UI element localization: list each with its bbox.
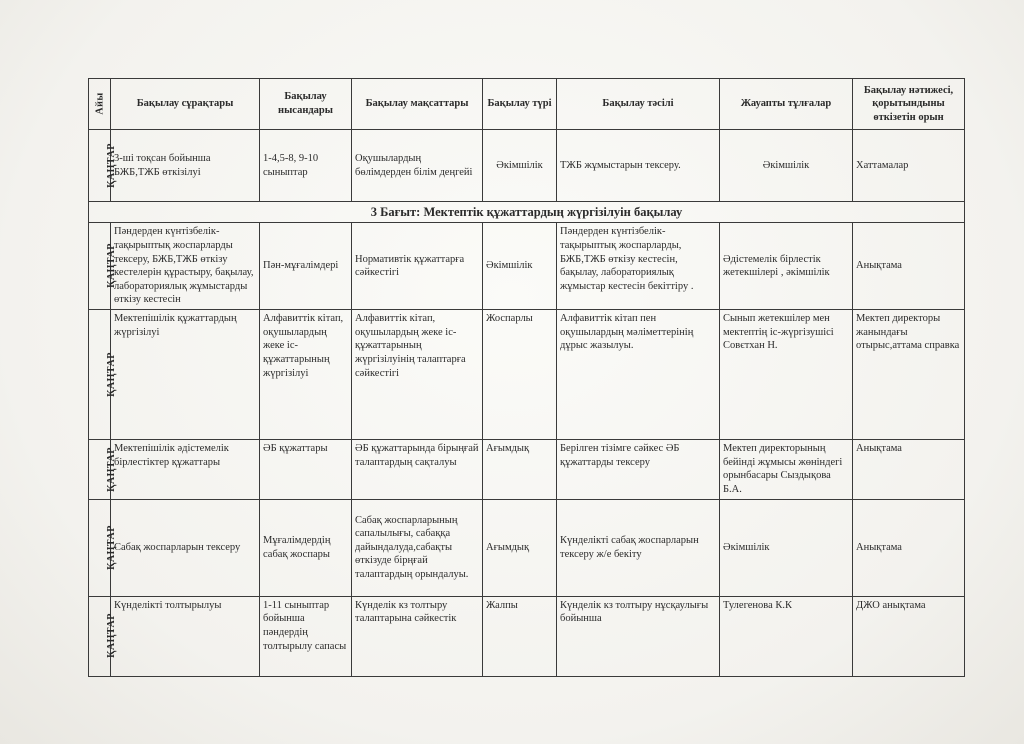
month-cell: ҚАҢТАР: [89, 499, 111, 596]
header-type: Бақылау түрі: [483, 79, 557, 130]
month-cell: ҚАҢТАР: [89, 596, 111, 676]
goal-cell: Сабақ жоспарларының сапалылығы, сабаққа дайындалуда,сабақты өткізуде бірңғай талаптардың орындалуы.: [352, 499, 483, 596]
object-cell: Мұғалімдердің сабақ жоспары: [260, 499, 352, 596]
table-row: [89, 440, 965, 500]
goal-cell: Күнделік кз толтыру талаптарына сәйкестік: [352, 596, 483, 676]
object-cell: 1-4,5-8, 9-10 сыныптар: [260, 130, 352, 202]
question-cell: Мектепішілік құжаттардың жүргізілуі: [111, 310, 260, 440]
responsible-cell: Сынып жетекшілер мен мектептің іс-жүргізушісі Совєтхан Н.: [720, 310, 853, 440]
result-cell: Хаттамалар: [853, 130, 965, 202]
month-cell: ҚАҢТАР: [89, 310, 111, 440]
type-cell: Ағымдық: [483, 499, 557, 596]
question-cell: Пәндерден күнтізбелік-тақырыптық жоспарларды тексеру, БЖБ,ТЖБ өткізу кестелерін құрастыру, бақылау, лабораториялық жұмыстарды өткізу кестесін: [111, 223, 260, 310]
result-cell: Анықтама: [853, 223, 965, 310]
responsible-cell: Әкімшілік: [720, 130, 853, 202]
question-cell: 3-ші тоқсан бойынша БЖБ,ТЖБ өткізілуі: [111, 130, 260, 202]
header-objects: Бақылау нысандары: [260, 79, 352, 130]
type-cell: Жалпы: [483, 596, 557, 676]
goal-cell: Оқушылардың бөлімдерден білім деңгейі: [352, 130, 483, 202]
table-row: [89, 223, 965, 310]
table-row: [89, 310, 965, 440]
header-responsible: Жауапты тұлғалар: [720, 79, 853, 130]
header-questions: Бақылау сұрақтары: [111, 79, 260, 130]
responsible-cell: Әкімшілік: [720, 499, 853, 596]
control-plan-table: [88, 78, 965, 677]
question-cell: Сабақ жоспарларын тексеру: [111, 499, 260, 596]
object-cell: Пән-мұғалімдері: [260, 223, 352, 310]
header-method: Бақылау тәсілі: [557, 79, 720, 130]
type-cell: Әкімшілік: [483, 130, 557, 202]
method-cell: Берілген тізімге сәйкес ӘБ құжаттарды тексеру: [557, 440, 720, 500]
goal-cell: Алфавиттік кітап, оқушылардың жеке іс-құжаттарының жүргізілуінің талаптарға сәйкестігі: [352, 310, 483, 440]
result-cell: Анықтама: [853, 440, 965, 500]
header-goals: Бақылау мақсаттары: [352, 79, 483, 130]
method-cell: ТЖБ жұмыстарын тексеру.: [557, 130, 720, 202]
type-cell: Әкімшілік: [483, 223, 557, 310]
table-row: [89, 499, 965, 596]
month-cell: ҚАҢТАР: [89, 440, 111, 500]
question-cell: Мектепішілік әдістемелік бірлестіктер құжаттары: [111, 440, 260, 500]
header-row: [89, 79, 965, 130]
month-cell: ҚАҢТАР: [89, 130, 111, 202]
object-cell: ӘБ құжаттары: [260, 440, 352, 500]
result-cell: ДЖО анықтама: [853, 596, 965, 676]
header-result: Бақылау нәтижесі, қорытындыны өткізетін орын: [853, 79, 965, 130]
method-cell: Пәндерден күнтізбелік-тақырыптық жоспарларды, БЖБ,ТЖБ өткізу кестесін, бақылау, лабораториялық жұмыстар кестесін бекіттіру .: [557, 223, 720, 310]
responsible-cell: Әдістемелік бірлестік жетекшілері , әкімшілік: [720, 223, 853, 310]
responsible-cell: Мектеп директорының бейінді жұмысы жөніндегі орынбасары Сыздықова Б.А.: [720, 440, 853, 500]
method-cell: Алфавиттік кітап пен оқушылардың мәліметтерінің дұрыс жазылуы.: [557, 310, 720, 440]
goal-cell: Нормативтік құжаттарға сәйкестігі: [352, 223, 483, 310]
result-cell: Анықтама: [853, 499, 965, 596]
header-month: Айы: [89, 79, 111, 130]
type-cell: Ағымдық: [483, 440, 557, 500]
object-cell: Алфавиттік кітап, оқушылардың жеке іс-құжаттарының жүргізілуі: [260, 310, 352, 440]
month-cell: ҚАҢТАР: [89, 223, 111, 310]
type-cell: Жоспарлы: [483, 310, 557, 440]
table-row: [89, 596, 965, 676]
question-cell: Күнделікті толтырылуы: [111, 596, 260, 676]
result-cell: Мектеп директоры жанындағы отырыс,аттама справка: [853, 310, 965, 440]
method-cell: Күнделікті сабақ жоспарларын тексеру ж/е бекіту: [557, 499, 720, 596]
object-cell: 1-11 сыныптар бойынша пәндердің толтырылу сапасы: [260, 596, 352, 676]
goal-cell: ӘБ құжаттарында бірыңғай талаптардың сақталуы: [352, 440, 483, 500]
section-title: 3 Бағыт: Мектептік құжаттардың жүргізілуін бақылау: [89, 202, 965, 223]
method-cell: Күнделік кз толтыру нұсқаулығы бойынша: [557, 596, 720, 676]
table-row: [89, 130, 965, 202]
responsible-cell: Тулегенова К.К: [720, 596, 853, 676]
section-row: [89, 202, 965, 223]
